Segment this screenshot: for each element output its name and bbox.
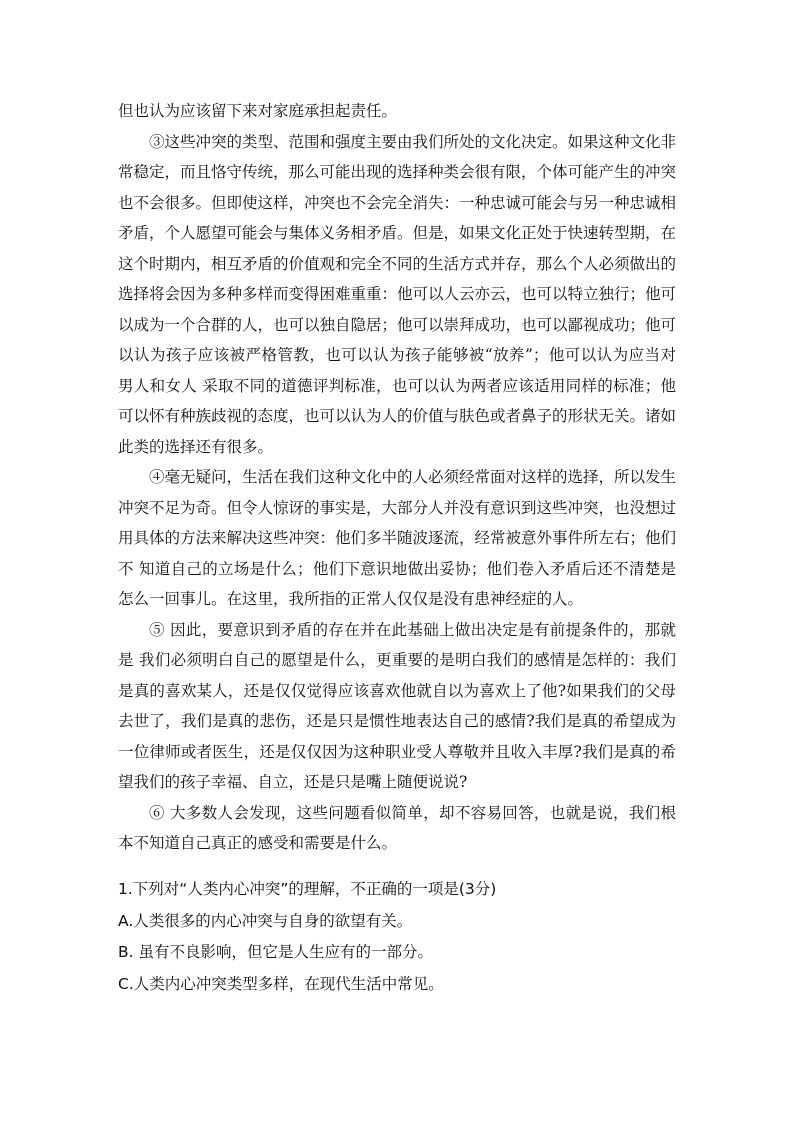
passage-paragraph-6: ⑥ 大多数人会发现，这些问题看似简单，却不容易回答，也就是说，我们根本不知道自己真正的感受和需要是什么。: [118, 803, 676, 852]
option-c: C.人类内心冲突类型多样，在现代生活中常见。: [118, 974, 444, 993]
option-b: B. 虽有不良影响，但它是人生应有的一部分。: [118, 943, 433, 961]
passage-paragraph-continuation: 但也认为应该留下来对家庭承担起责任。: [118, 102, 398, 120]
option-a: A.人类很多的内心冲突与自身的欲望有关。: [118, 911, 413, 930]
reading-passage: [118, 96, 676, 859]
question-block: [118, 874, 688, 1000]
passage-paragraph-4: ④毫无疑问，生活在我们这种文化中的人必须经常面对这样的选择，所以发生 冲突不足为奇。但令人惊讶的事实是，大部分人并没有意识到这些冲突，也没想过用具体的方法来解决这些冲突：他们多半随波逐流，经常被意外事件所左右；他们不 知道自己的立场是什么；他们下意识地做出妥协；他们卷入矛盾后还不清楚是怎么一回事儿。在这里，我所指的正常人仅仅是没有患神经症的人。: [118, 468, 677, 608]
passage-paragraph-5: ⑤ 因此，要意识到矛盾的存在并在此基础上做出决定是有前提条件的，那就是 我们必须明白自己的愿望是什么，更重要的是明白我们的感情是怎样的：我们是真的喜欢某人，还是仅仅觉得应该喜欢他就自以为喜欢上了他?如果我们的父母去世了，我们是真的悲伤，还是只是惯性地表达自己的感情?我们是真的希望成为一位律师或者医生，还是仅仅因为这种职业受人尊敬并且收入丰厚?我们是真的希望我们的孩子幸福、自立，还是只是嘴上随便说说?: [118, 620, 676, 791]
question-stem: 1.下列对“人类内心冲突”的理解，不正确的一项是(3分): [118, 880, 497, 898]
passage-paragraph-3: ③这些冲突的类型、范围和强度主要由我们所处的文化决定。如果这种文化非常稳定，而且恪守传统，那么可能出现的选择种类会很有限，个体可能产生的冲突也不会很多。但即使这样，冲突也不会完全消失：一种忠诚可能会与另一种忠诚相矛盾，个人愿望可能会与集体义务相矛盾。但是，如果文化正处于快速转型期，在这个时期内，相互矛盾的价值观和完全不同的生活方式并存，那么个人必须做出的选择将会因为多种多样而变得困难重重：他可以人云亦云，也可以特立独行；他可以成为一个合群的人，也可以独自隐居；他可以崇拜成功，也可以鄙视成功；他可以认为孩子应该被严格管教，也可以认为孩子能够被“放养”；他可以认为应当对男人和女人 采取不同的道德评判标准，也可以认为两者应该适用同样的标准；他可以怀有种族歧视的态度，也可以认为人的价值与肤色或者鼻子的形状无关。诸如此类的选择还有很多。: [118, 132, 677, 456]
